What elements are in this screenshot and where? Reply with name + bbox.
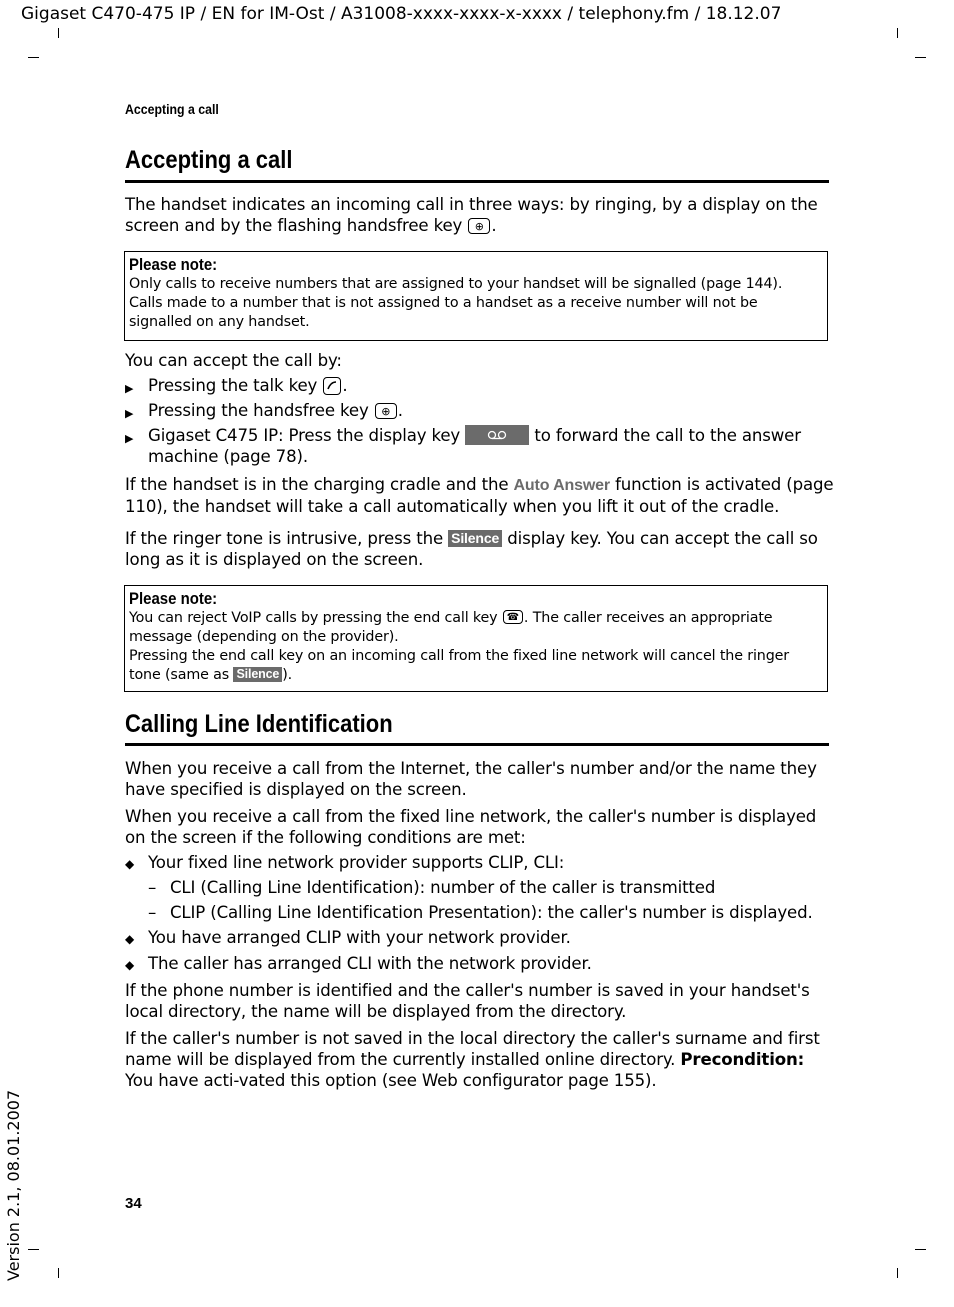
section-title-accepting: Accepting a call bbox=[125, 146, 293, 174]
page-number: 34 bbox=[125, 1195, 142, 1212]
accept-intro: You can accept the call by: bbox=[125, 351, 342, 370]
crop-mark bbox=[28, 1249, 39, 1250]
version-label: Version 2.1, 08.01.2007 bbox=[4, 1089, 23, 1281]
dash-marker: – bbox=[148, 903, 157, 922]
answer-machine-display-key-icon bbox=[465, 425, 529, 445]
note-line: Pressing the end call key on an incoming call from the fixed line network will cancel the ringer tone (same as Silence ). bbox=[129, 648, 789, 683]
ringer-paragraph: If the ringer tone is intrusive, press the Silence display key. You can accept the call so long as it is displayed on the screen. bbox=[125, 529, 818, 569]
handsfree-key-icon: ⊕ bbox=[468, 218, 490, 234]
crop-mark bbox=[28, 57, 39, 58]
note-title: Please note: bbox=[129, 255, 218, 274]
silence-display-key: Silence bbox=[448, 530, 502, 547]
diamond-marker: ◆ bbox=[125, 958, 135, 972]
document-header: Gigaset C470-475 IP / EN for IM-Ost / A31008-xxxx-xxxx-x-xxxx / telephony.fm / 18.12.07 bbox=[21, 4, 782, 24]
list-item: ◆ You have arranged CLIP with your network provider. bbox=[125, 927, 837, 948]
function-name: Auto Answer bbox=[513, 477, 610, 494]
running-head: Accepting a call bbox=[125, 101, 219, 117]
cradle-paragraph: If the handset is in the charging cradle and the Auto Answer function is activated (page 110), the handset will take a call automatically when you lift it out of the cradle. bbox=[125, 475, 834, 516]
note-box-1 bbox=[124, 251, 828, 341]
sub-list-item: – CLIP (Calling Line Identification Presentation): the caller's number is displayed. bbox=[148, 903, 813, 922]
silence-display-key: Silence bbox=[233, 667, 282, 682]
note-box-2 bbox=[124, 585, 828, 692]
talk-key-icon bbox=[323, 377, 341, 395]
note-line: You can reject VoIP calls by pressing the end call key ☎ . The caller receives an appropriate message (depending on the provider). bbox=[129, 610, 773, 645]
paragraph: If the phone number is identified and the caller's number is saved in your handset's local directory, the name will be displayed from the directory. bbox=[125, 981, 810, 1021]
dash-marker: – bbox=[148, 878, 157, 897]
intro-paragraph: The handset indicates an incoming call in three ways: by ringing, by a display on the screen and by the flashing handsfree key ⊕ . bbox=[125, 195, 818, 235]
end-call-key-icon: ☎ bbox=[503, 610, 523, 624]
diamond-marker: ◆ bbox=[125, 932, 135, 946]
title-rule bbox=[125, 743, 829, 746]
diamond-marker: ◆ bbox=[125, 857, 135, 871]
crop-mark bbox=[915, 1249, 926, 1250]
bullet-marker: ▶ bbox=[125, 432, 134, 445]
list-item: ▶ Pressing the handsfree key ⊕ . bbox=[125, 400, 837, 421]
list-item: ▶ Gigaset C475 IP: Press the display key to forward the call to the answer machine (page 78). bbox=[125, 426, 801, 466]
note-title: Please note: bbox=[129, 589, 218, 608]
crop-mark bbox=[897, 1268, 898, 1278]
section-title-clip: Calling Line Identification bbox=[125, 710, 393, 738]
note-line: Only calls to receive numbers that are assigned to your handset will be signalled (page 144). bbox=[129, 276, 783, 292]
list-item: ◆ The caller has arranged CLI with the network provider. bbox=[125, 953, 837, 974]
paragraph: When you receive a call from the Internet, the caller's number and/or the name they have specified is displayed on the screen. bbox=[125, 759, 817, 799]
crop-mark bbox=[915, 57, 926, 58]
paragraph: If the caller's number is not saved in the local directory the caller's surname and first name will be displayed from the currently installed online directory. Precondition: You have acti-vated this option (see Web configurator page 155). bbox=[125, 1029, 820, 1090]
bullet-marker: ▶ bbox=[125, 382, 134, 395]
crop-mark bbox=[58, 1268, 59, 1278]
sub-list-item: – CLI (Calling Line Identification): number of the caller is transmitted bbox=[148, 878, 716, 897]
title-rule bbox=[125, 180, 829, 183]
crop-mark bbox=[897, 28, 898, 38]
crop-mark bbox=[58, 28, 59, 38]
note-line: Calls made to a number that is not assigned to a handset as a receive number will not be signalled on any handset. bbox=[129, 295, 758, 330]
handsfree-key-icon: ⊕ bbox=[375, 403, 397, 419]
bullet-marker: ▶ bbox=[125, 407, 134, 420]
list-item: ◆ Your fixed line network provider supports CLIP, CLI: bbox=[125, 852, 837, 873]
paragraph: When you receive a call from the fixed line network, the caller's number is displayed on the screen if the following conditions are met: bbox=[125, 807, 817, 847]
list-item: ▶ Pressing the talk key . bbox=[125, 375, 837, 396]
